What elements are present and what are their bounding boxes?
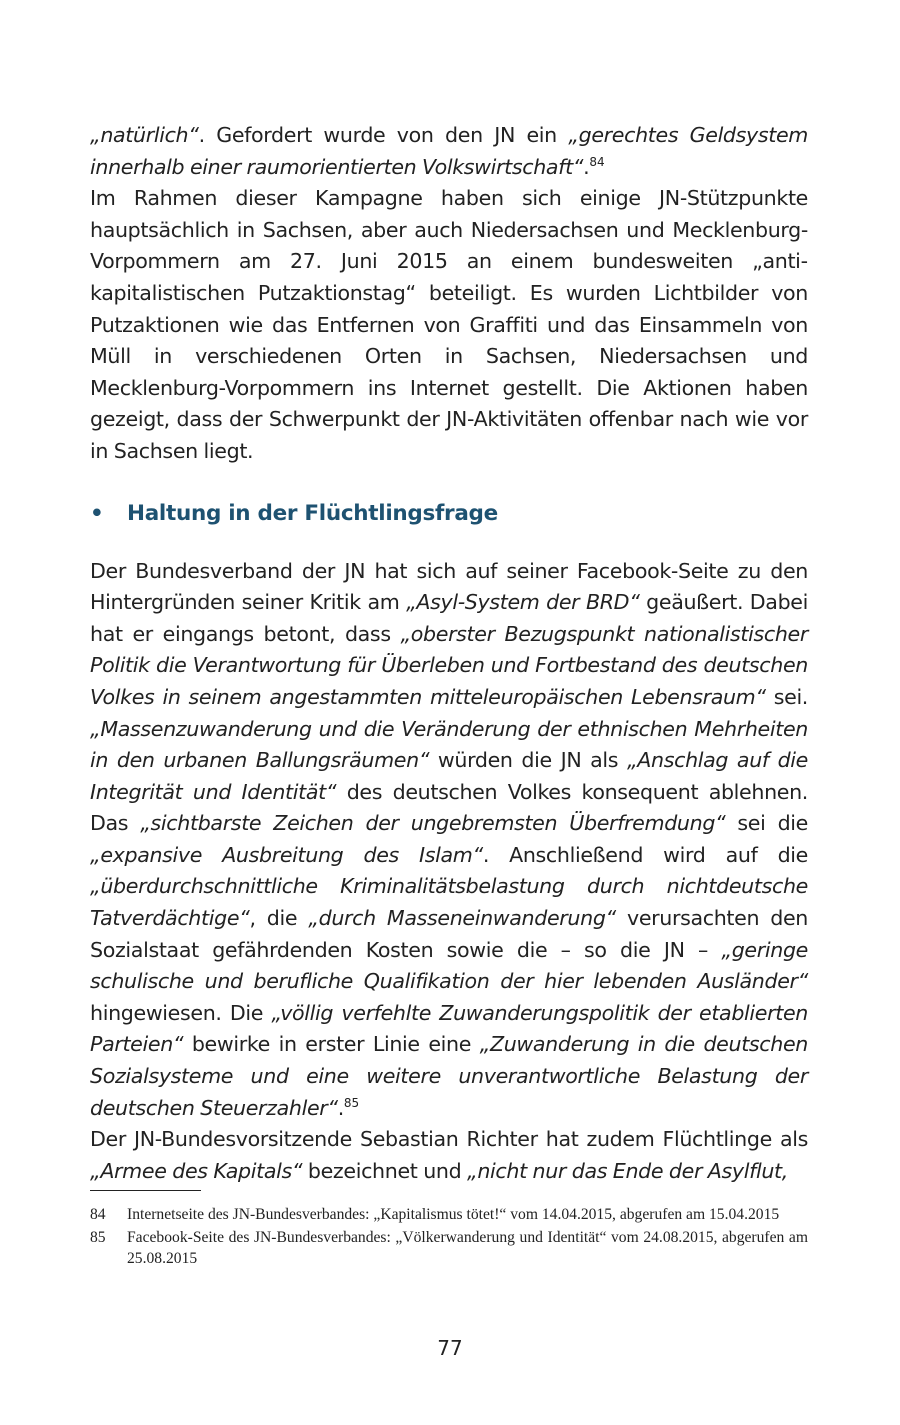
quoted-text: „durch Masseneinwanderung“ xyxy=(308,906,616,931)
paragraph-2 xyxy=(90,183,808,467)
quoted-text: „gerechtes Geldsystem innerhalb einer raumorientierten Volkswirtschaft“ xyxy=(90,123,809,179)
text-run: geäußert. Dabei hat er eingangs betont, dass xyxy=(90,590,808,646)
footnote-number: 84 xyxy=(90,1206,106,1223)
text-run: des deutschen Volkes konsequent ablehnen. Das xyxy=(90,779,808,836)
section-heading xyxy=(90,497,808,531)
text-run: . xyxy=(337,1095,344,1120)
quoted-text: „sichtbarste Zeichen der ungebremsten Überfremdung“ xyxy=(140,811,726,836)
quoted-text: „Asyl-System der BRD“ xyxy=(406,590,640,615)
page-content xyxy=(90,120,808,1187)
bullet-icon: • xyxy=(90,500,104,526)
text-run: . xyxy=(583,154,590,179)
text-run: bewirke in erster Linie eine xyxy=(183,1032,480,1057)
footnote-reference: 85 xyxy=(343,1095,360,1110)
footnotes xyxy=(90,1204,808,1271)
text-run: Der JN-Bundesvorsitzende Sebastian Richter hat zudem Flüchtlinge als xyxy=(90,1127,808,1152)
text-run: würden die JN als xyxy=(429,748,627,773)
paragraph-3 xyxy=(90,556,808,1125)
footnote-text: Facebook-Seite des JN-Bundesverbandes: „Völkerwanderung und Identität“ vom 24.08.2015, abgerufen am 25.08.2015 xyxy=(127,1229,808,1267)
footnote-text: Internetseite des JN-Bundesverbandes: „Kapitalismus tötet!“ vom 14.04.2015, abgerufen am 15.04.2015 xyxy=(127,1206,780,1223)
quoted-text: „überdurchschnittliche Kriminalitätsbelastung durch nichtdeutsche Tatverdächtige“ xyxy=(90,874,808,931)
quoted-text: „nicht nur das Ende der Asylflut, xyxy=(467,1158,788,1183)
paragraph-4 xyxy=(90,1124,808,1187)
quoted-text: „expansive Ausbreitung des Islam“ xyxy=(90,842,483,867)
quoted-text: „Massenzuwanderung und die Veränderung der ethnischen Mehrheiten in den urbanen Ballungsräumen“ xyxy=(90,716,808,773)
quoted-text: „völlig verfehlte Zuwanderungspolitik der etablierten Parteien“ xyxy=(90,1000,808,1057)
section-heading-text: Haltung in der Flüchtlingsfrage xyxy=(127,500,498,526)
quoted-text: „geringe schulische und berufliche Qualifikation der hier lebenden Ausländer“ xyxy=(90,937,808,994)
footnote-84 xyxy=(90,1204,808,1225)
quoted-text: „Zuwanderung in die deutschen Sozialsysteme und eine weitere unverantwortliche Belastung der deutschen Steuerzahler“ xyxy=(90,1032,808,1120)
page-number: 77 xyxy=(437,1336,463,1360)
text-run: bezeichnet und xyxy=(302,1158,468,1183)
footnote-divider xyxy=(90,1190,201,1191)
footnote-reference: 84 xyxy=(589,154,605,169)
text-run: Der Bundesverband der JN hat sich auf seiner Facebook-Seite zu den Hintergründen seiner Kritik am xyxy=(90,558,808,615)
quoted-text: „natürlich“ xyxy=(90,123,199,147)
text-run: . Gefordert wurde von den JN ein xyxy=(198,123,569,147)
text-run: sei die xyxy=(725,811,808,836)
paragraph-1 xyxy=(90,120,808,183)
text-run: Im Rahmen dieser Kampagne haben sich einige JN-Stützpunkte hauptsächlich in Sachsen, aber auch Niedersachsen und Mecklenburg-Vorpommern am 27. Juni 2015 an einem bundesweiten „antikapitalistischen Putzaktionstag“ beteiligt. Es wurden Lichtbilder von Putzaktionen wie das Entfernen von Graffiti und das Einsammeln von Müll in verschiedenen Orten in Sachsen, Niedersachsen und Mecklenburg-Vorpommern ins Internet gestellt. Die Aktionen haben gezeigt, dass der Schwerpunkt der JN-Aktivitäten offenbar nach wie vor in Sachsen liegt. xyxy=(90,186,808,463)
text-run: verursachten den Sozialstaat gefährdenden Kosten sowie die – so die JN – xyxy=(90,906,808,962)
text-run: , die xyxy=(249,906,309,931)
quoted-text: „Armee des Kapitals“ xyxy=(90,1158,303,1183)
footnote-85 xyxy=(90,1227,808,1269)
text-run: sei. xyxy=(765,684,809,709)
quoted-text: „Anschlag auf die Integrität und Identität“ xyxy=(90,748,808,804)
text-run: hingewiesen. Die xyxy=(90,1000,272,1025)
quoted-text: „oberster Bezugspunkt nationalistischer Politik die Verantwortung für Überleben und Fortbestand des deutschen Volkes in seinem angestammten mitteleuropäischen Lebensraum“ xyxy=(90,621,808,709)
footnote-number: 85 xyxy=(90,1229,106,1246)
text-run: . Anschließend wird auf die xyxy=(482,842,808,867)
